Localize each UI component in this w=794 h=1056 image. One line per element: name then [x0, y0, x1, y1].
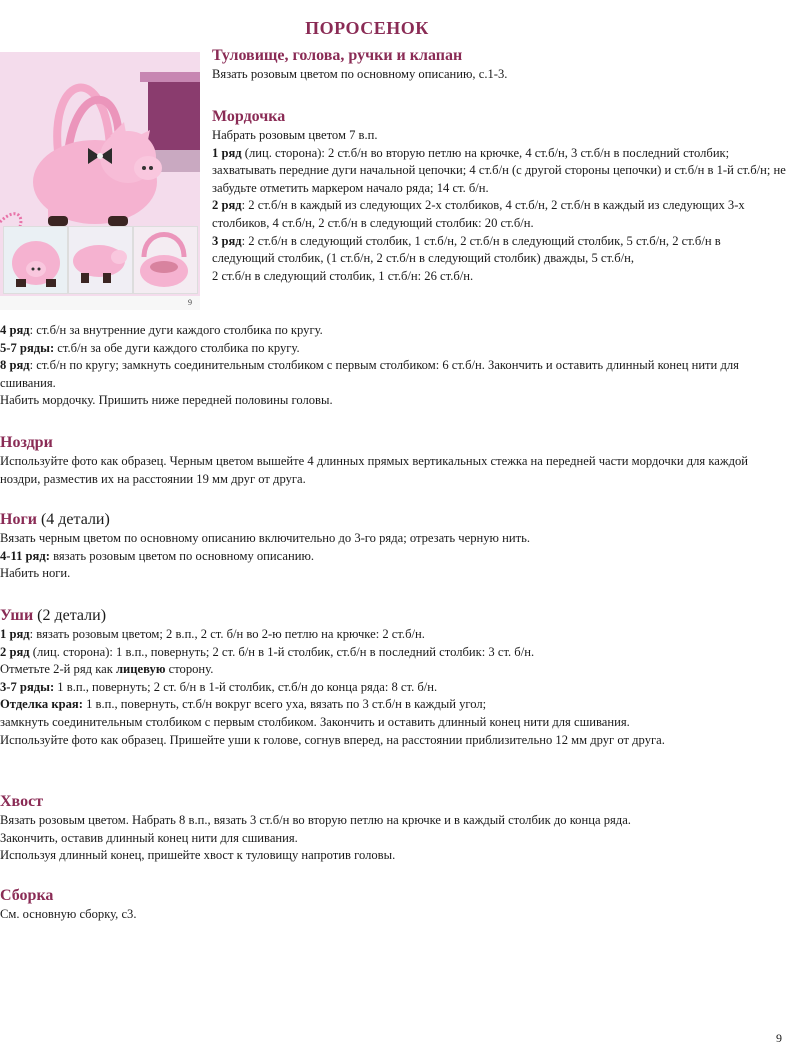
ears-edge [0, 696, 790, 714]
row-label: 1 ряд [0, 627, 30, 641]
ears-edge-continued: замкнуть соединительным столбиком с первым столбиком. Закончить и оставить длинный конец нити для сшивания. [0, 714, 630, 729]
heading-body: Туловище, голова, ручки и клапан [212, 47, 463, 64]
pig-side-thumbnail [69, 227, 132, 293]
snout-row-3 [212, 233, 786, 268]
legs-finish: Набить ноги. [0, 566, 71, 581]
row-text: ст.б/н за обе дуги каждого столбика по кругу. [54, 340, 300, 355]
page-title: ПОРОСЕНОК [305, 18, 429, 38]
legs-line-1: Вязать черным цветом по основному описанию включительно до 3-го ряда; отрезать черную нить. [0, 531, 530, 545]
row-text: : вязать розовым цветом; 2 в.п., 2 ст. б/н во 2-ю петлю на крючке: 2 ст.б/н. [29, 627, 425, 641]
row-text: 1 в.п., повернуть; 2 ст. б/н в 1-й столбик, ст.б/н до конца ряда: 8 ст. б/н. [54, 679, 438, 694]
ears-rows-3-7 [0, 679, 790, 697]
pig-open-thumbnail [134, 227, 197, 293]
heading-assembly: Сборка [0, 887, 54, 904]
section-snout-continued [0, 322, 790, 410]
assembly-text: См. основную сборку, с3. [0, 907, 137, 921]
ears-finish: Используйте фото как образец. Пришейте уши к голове, согнув вперед, на расстоянии приблизительно 12 мм друг от друга. [0, 732, 665, 747]
heading-legs-title: Ноги [0, 511, 37, 528]
section-snout [212, 107, 786, 285]
nostrils-text: Используйте фото как образец. Черным цветом вышейте 4 длинных прямых вертикальных стежка на передней части мордочки для каждой ноздри, разместив их на расстоянии 19 мм друг от друга. [0, 454, 749, 486]
snout-row-1 [212, 145, 786, 198]
row-text: (лиц. сторона): 1 в.п., повернуть; 2 ст. б/н в 1-й столбик, ст.б/н в последний столбик: 3 ст. б/н. [29, 644, 535, 659]
section-tail [0, 792, 790, 865]
body-text: Вязать розовым цветом по основному описанию, с.1-3. [212, 67, 508, 81]
pig-face-thumbnail [4, 227, 67, 293]
mark-post: сторону. [165, 662, 214, 677]
row-label: 4 ряд [0, 323, 30, 337]
heading-legs [0, 510, 790, 530]
mark-bold: лицевую [115, 662, 166, 677]
photo-thumbnails [0, 226, 200, 296]
row-text: : ст.б/н за внутренние дуги каждого столбика по кругу. [29, 323, 323, 337]
heading-nostrils: Ноздри [0, 434, 53, 451]
heading-ears-title: Уши [0, 607, 34, 624]
row-label: 3 ряд [212, 233, 242, 248]
row-text: : 2 ст.б/н в каждый из следующих 2-х столбиков, 4 ст.б/н, 2 ст.б/н в каждый из следующих 3-х столбиков, 4 ст.б/н, 2 ст.б/н в следующий столбик: 20 ст.б/н. [212, 198, 745, 230]
row-label: 2 ряд [212, 198, 242, 213]
tail-line-3: Используя длинный конец, пришейте хвост к туловищу напротив головы. [0, 848, 396, 863]
tail-line-2: Закончить, оставив длинный конец нити для сшивания. [0, 830, 298, 845]
heading-legs-note: (4 детали) [36, 511, 110, 528]
snout-intro: Набрать розовым цветом 7 в.п. [212, 128, 378, 142]
ears-row-2 [0, 644, 790, 662]
row-label: 2 ряд [0, 644, 30, 659]
thumbnail-side [68, 226, 133, 294]
heading-tail: Хвост [0, 793, 44, 810]
section-nostrils [0, 433, 790, 488]
snout-row-4 [0, 322, 790, 340]
photo-caption-bar [0, 296, 200, 310]
ears-row-1 [0, 626, 790, 644]
heading-ears [0, 606, 790, 626]
section-assembly [0, 886, 790, 924]
row-label: 3-7 ряды: [0, 679, 55, 694]
row-text: вязать розовым цветом по основному описанию. [49, 548, 315, 563]
heading-ears-note: (2 детали) [33, 607, 107, 624]
row-label: Отделка края: [0, 697, 83, 712]
thumbnail-open [133, 226, 198, 294]
page-number: 9 [776, 1031, 782, 1045]
section-legs [0, 510, 790, 583]
row-label: 8 ряд [0, 358, 30, 373]
tail-line-1: Вязать розовым цветом. Набрать 8 в.п., вязать 3 ст.б/н во вторую петлю на крючке и в каждый столбик до конца ряда. [0, 813, 631, 827]
mark-pre: Отметьте 2-й ряд как [0, 662, 116, 677]
heading-snout: Мордочка [212, 108, 286, 125]
snout-row-3-continued: 2 ст.б/н в следующий столбик, 1 ст.б/н: 26 ст.б/н. [212, 268, 474, 283]
row-text: 1 в.п., повернуть, ст.б/н вокруг всего уха, вязать по 3 ст.б/н в каждый угол; [82, 697, 487, 712]
row-text: (лиц. сторона): 2 ст.б/н во вторую петлю на крючке, 4 ст.б/н, 3 ст.б/н в последний столбик; захватывать передние дуги начальной цепочки; 4 ст.б/н (с другой стороны цепочки) и ст.б/н в 1-й ст.б/н; не забудьте отметить маркером начало ряда; 14 ст. б/н. [212, 145, 786, 195]
row-label: 4-11 ряд: [0, 548, 50, 563]
row-label: 5-7 ряды: [0, 340, 55, 355]
ears-mark-side [0, 661, 790, 679]
section-ears [0, 606, 790, 749]
photo-page-number: 9 [188, 298, 192, 307]
row-text: : ст.б/н по кругу; замкнуть соединительным столбиком с первым столбиком: 6 ст.б/н. Закончить и оставить длинный конец нити для сшивания. [0, 358, 739, 390]
snout-row-8 [0, 357, 790, 392]
section-body [212, 46, 786, 84]
row-text: : 2 ст.б/н в следующий столбик, 1 ст.б/н, 2 ст.б/н в следующий столбик, 5 ст.б/н, 2 ст.б/н в следующий столбик, (1 ст.б/н, 2 ст.б/н в следующий столбик) дважды, 5 ст.б/н, [212, 233, 721, 266]
legs-rows-4-11 [0, 548, 790, 566]
thumbnail-front [3, 226, 68, 294]
snout-row-2 [212, 197, 786, 232]
row-label: 1 ряд [212, 145, 242, 160]
snout-rows-5-7 [0, 340, 790, 358]
snout-finish: Набить мордочку. Пришить ниже передней половины головы. [0, 393, 333, 408]
